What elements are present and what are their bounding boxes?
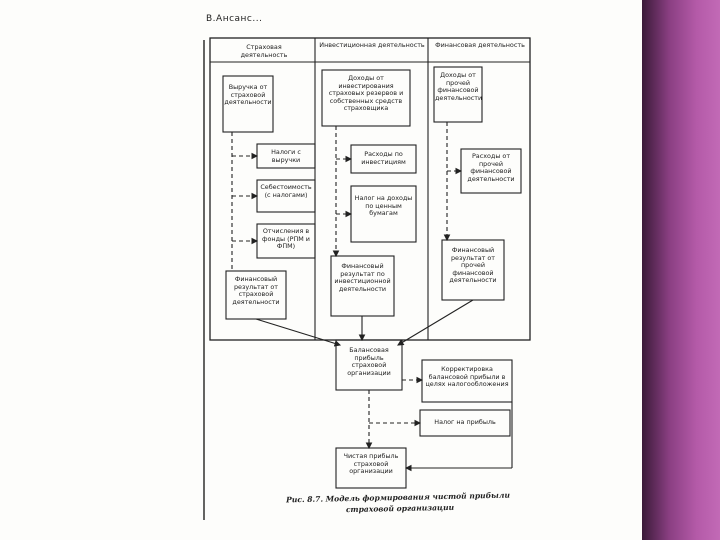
column-header-insurance: Страховая деятельность xyxy=(240,43,288,59)
page-header-text: В.Ансанс... xyxy=(206,14,263,24)
box-insurance-result: Финансовый результат от страховой деятельности xyxy=(232,275,280,306)
box-financial-result: Финансовый результат от прочей финансовой деятельности xyxy=(449,246,497,285)
box-investment-result: Финансовый результат по инвестиционной деятельности xyxy=(334,262,391,293)
box-investment-tax: Налог на доходы по ценным бумагам xyxy=(354,194,413,218)
column-header-investment: Инвестиционная деятельность xyxy=(319,41,425,49)
box-funds: Отчисления в фонды (РПМ и ФПМ) xyxy=(262,227,310,251)
box-cost: Себестоимость (с налогами) xyxy=(260,183,312,199)
box-investment-income: Доходы от инвестирования страховых резервов и собственных средств страховщика xyxy=(328,74,404,113)
figure-caption-line1: Рис. 8.7. Модель формирования чистой прибыли xyxy=(285,490,511,505)
box-taxes-revenue: Налоги с выручки xyxy=(271,148,301,164)
box-financial-expenses: Расходы от прочей финансовой деятельности xyxy=(467,152,515,183)
box-profit-tax: Налог на прибыль xyxy=(434,418,496,426)
box-adjustments: Корректировка балансовой прибыли в целях налогообложения xyxy=(425,365,509,389)
box-financial-income: Доходы от прочей финансовой деятельности xyxy=(435,71,483,102)
figure-caption-line2: страховой организации xyxy=(345,502,455,515)
box-net-profit: Чистая прибыль страховой организации xyxy=(343,452,399,476)
box-revenue: Выручка от страховой деятельности xyxy=(224,83,272,107)
column-header-financial: Финансовая деятельность xyxy=(435,41,525,49)
box-balance-profit: Балансовая прибыль страховой организации xyxy=(347,346,391,377)
box-investment-expenses: Расходы по инвестициям xyxy=(361,150,406,166)
